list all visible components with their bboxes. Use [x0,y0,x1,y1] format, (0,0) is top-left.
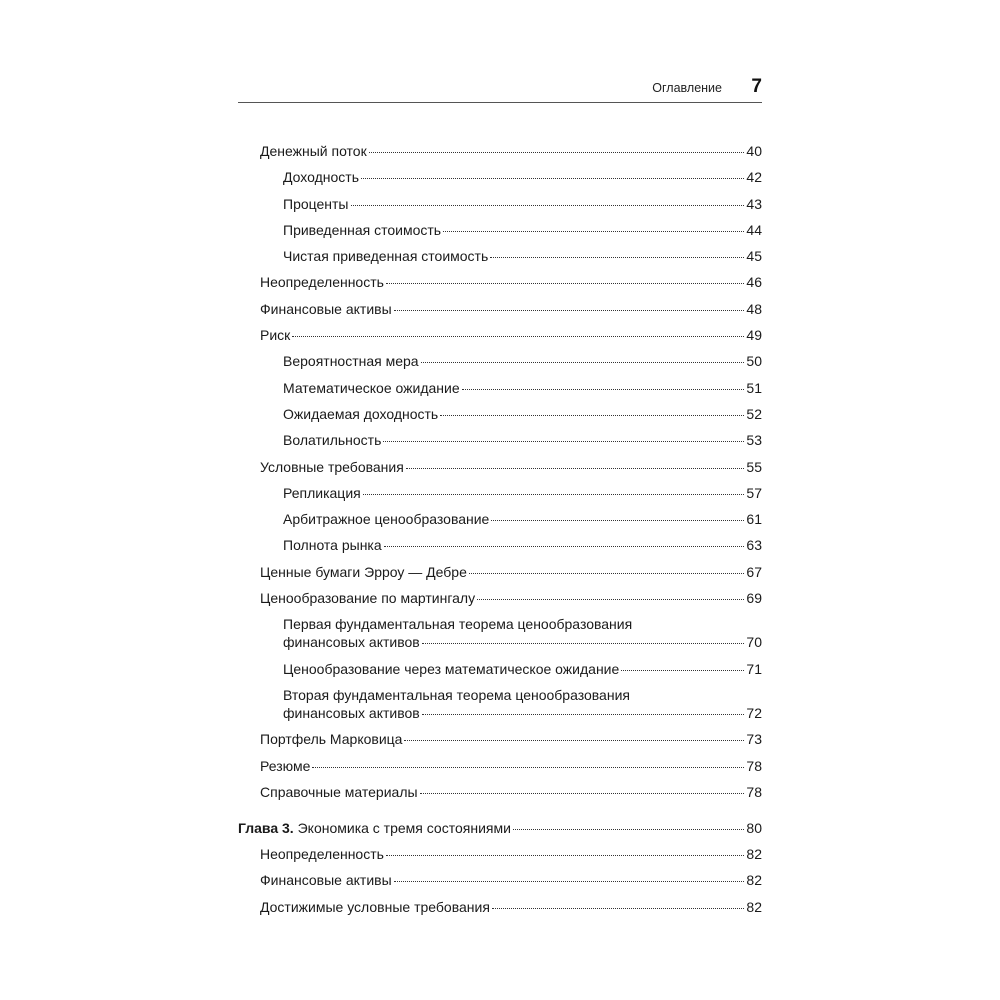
toc-page-number: 70 [746,634,762,651]
toc-entry[interactable] [238,142,762,160]
toc-entry[interactable] [238,484,762,502]
toc-entry[interactable] [238,845,762,863]
dot-leader [351,204,745,206]
toc-page-number: 55 [746,458,762,475]
header-title: Оглавление [652,81,722,95]
toc-entry-label: Приведенная стоимость [283,221,442,238]
dot-leader [492,907,745,909]
toc-page-number: 40 [746,143,762,159]
toc-entry-label: Ценообразование по мартингалу [260,590,476,607]
toc-entry[interactable] [238,379,762,397]
toc-page-number: 46 [746,274,762,291]
toc-entry[interactable] [238,898,762,916]
toc-entry-label: Риск [260,327,291,344]
toc-entry-label: Неопределенность [260,274,384,291]
toc-entry-label: Чистая приведенная стоимость [283,248,489,265]
dot-leader [404,739,744,741]
toc-entry[interactable] [238,536,762,554]
dot-leader [292,335,744,337]
toc-page-number: 51 [746,379,762,396]
toc-entry-label: Денежный поток [260,143,367,159]
page-number: 7 [751,76,762,97]
toc-entry[interactable] [238,563,762,581]
toc-page-number: 69 [746,590,762,607]
toc-entry-label: финансовых активов [283,634,420,651]
dot-leader [513,828,745,830]
running-header [238,78,762,103]
dot-leader [394,309,745,311]
toc-page-number: 71 [746,660,762,677]
toc-entry-label: Портфель Марковица [260,731,403,748]
toc-page-number: 82 [746,872,762,889]
dot-leader [490,256,744,258]
toc-page-number: 57 [746,484,762,501]
toc-entry-label: Финансовые активы [260,872,392,889]
toc-entry-label: Волатильность [283,432,382,449]
toc-entry-label: Проценты [283,195,349,212]
toc-page-number: 67 [746,563,762,580]
toc-chapter-entry[interactable] [238,819,762,837]
toc-page-number: 49 [746,327,762,344]
dot-leader [383,440,744,442]
toc-entry-label: Ценообразование через математическое ожидание [283,660,620,677]
toc-entry-label-line1: Первая фундаментальная теорема ценообразования [283,616,633,633]
toc-page-number: 42 [746,169,762,186]
dot-leader [369,151,745,153]
toc-page-number: 48 [746,300,762,317]
toc-entry[interactable] [238,615,762,651]
dot-leader [312,766,744,768]
toc-entry[interactable] [238,660,762,678]
toc-page-number: 80 [746,819,762,836]
dot-leader [361,177,744,179]
toc-entry[interactable] [238,300,762,318]
dot-leader [462,388,745,390]
toc-entry[interactable] [238,589,762,607]
toc-entry[interactable] [238,871,762,889]
dot-leader [363,493,745,495]
toc-entry[interactable] [238,221,762,239]
toc-entry[interactable] [238,273,762,291]
toc-page-number: 78 [746,757,762,774]
toc-entry-label: Ожидаемая доходность [283,405,439,422]
toc-page-number: 78 [746,783,762,800]
toc-page-number: 44 [746,221,762,238]
toc-page-number: 45 [746,248,762,265]
dot-leader [469,572,745,574]
dot-leader [386,282,744,284]
toc-entry-label: Доходность [283,169,359,186]
dot-leader [477,598,744,600]
toc-entry-label: Резюме [260,757,311,774]
toc-entry[interactable] [238,757,762,775]
toc-page-number: 43 [746,195,762,212]
toc-entry[interactable] [238,686,762,722]
toc-entry-label: финансовых активов [283,704,420,721]
dot-leader [386,854,744,856]
toc-entry[interactable] [238,352,762,370]
toc-entry-label: Финансовые активы [260,300,392,317]
toc-entry-label: Арбитражное ценообразование [283,511,490,528]
chapter-prefix: Глава 3. [238,819,294,836]
toc-entry[interactable] [238,458,762,476]
toc-entry-label-line1: Вторая фундаментальная теорема ценообразования [283,686,630,703]
toc-page-number: 72 [746,704,762,721]
dot-leader [440,414,744,416]
toc-entry-label: Неопределенность [260,846,384,863]
toc-entry[interactable] [238,195,762,213]
toc-page-number: 63 [746,537,762,554]
table-of-contents [238,142,762,924]
toc-entry[interactable] [238,168,762,186]
dot-leader [491,519,744,521]
toc-page-number: 82 [746,846,762,863]
dot-leader [406,467,745,469]
toc-page-number: 82 [746,898,762,915]
toc-entry[interactable] [238,783,762,801]
dot-leader [422,642,745,644]
toc-entry-label: Достижимые условные требования [260,898,490,915]
dot-leader [394,880,745,882]
toc-page-number: 73 [746,731,762,748]
toc-entry-label: Математическое ожидание [283,379,460,396]
toc-entry-label: Полнота рынка [283,537,382,554]
toc-page-number: 53 [746,432,762,449]
toc-page-number: 52 [746,405,762,422]
toc-entry-label: Условные требования [260,458,404,475]
toc-page-number: 50 [746,353,762,370]
toc-entry[interactable] [238,326,762,344]
dot-leader [422,713,745,715]
dot-leader [621,669,744,671]
toc-entry-label: Ценные бумаги Эрроу — Дебре [260,563,467,580]
toc-page-number: 61 [746,511,762,528]
toc-entry[interactable] [238,247,762,265]
toc-entry[interactable] [238,730,762,748]
dot-leader [420,792,745,794]
dot-leader [421,361,745,363]
toc-entry-label: Вероятностная мера [283,353,419,370]
toc-entry[interactable] [238,405,762,423]
toc-entry[interactable] [238,431,762,449]
dot-leader [384,545,745,547]
toc-entry-label: Справочные материалы [260,783,418,800]
toc-entry-label: Экономика с тремя состояниями [297,819,511,836]
dot-leader [443,230,744,232]
toc-entry-label: Репликация [283,484,361,501]
toc-entry[interactable] [238,510,762,528]
